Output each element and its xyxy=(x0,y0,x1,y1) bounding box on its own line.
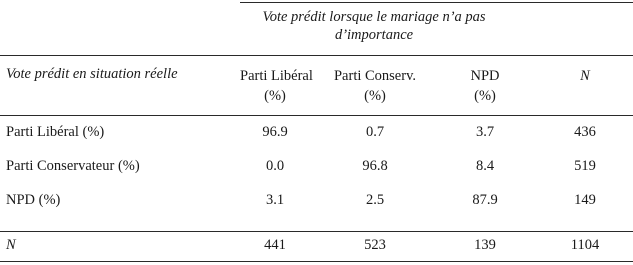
column-header-label: Parti Libéral xyxy=(240,68,313,84)
column-header-conservative xyxy=(325,66,425,106)
table-cell: 523 xyxy=(364,237,386,253)
table-cell: 441 xyxy=(264,237,286,253)
header-divider-rule xyxy=(0,55,633,56)
column-header-unit: (%) xyxy=(264,88,286,104)
column-header-liberal xyxy=(240,66,313,106)
column-header-npd xyxy=(455,66,515,106)
table-cell: 0.0 xyxy=(265,158,285,174)
table-cell: 96.9 xyxy=(262,124,288,140)
column-spanner-header xyxy=(240,8,508,44)
table-cell: 8.4 xyxy=(475,158,495,174)
bottom-rule xyxy=(0,261,633,262)
table-cell: 149 xyxy=(574,192,596,208)
column-header-n xyxy=(555,66,615,86)
table-cell: 96.8 xyxy=(362,158,388,174)
table-cell: 87.9 xyxy=(472,192,498,208)
spanner-line-1: Vote prédit lorsque le mariage n’a pas xyxy=(262,9,486,25)
column-header-unit: (%) xyxy=(474,88,496,104)
stub-header: Vote prédit en situation réelle xyxy=(6,66,178,82)
row-label-npd: NPD (%) xyxy=(6,192,61,208)
total-row-rule xyxy=(0,231,633,232)
column-header-label: Parti Conserv. xyxy=(333,68,417,84)
row-label-n: N xyxy=(6,237,16,253)
column-header-rule xyxy=(0,115,633,116)
column-header-label: NPD xyxy=(470,68,500,84)
row-label-conservative: Parti Conservateur (%) xyxy=(6,158,140,174)
table-cell: 3.1 xyxy=(265,192,285,208)
spanner-line-2: d’importance xyxy=(334,27,414,43)
table-cell: 519 xyxy=(574,158,596,174)
table-cell: 2.5 xyxy=(365,192,385,208)
table-cell: 436 xyxy=(574,124,596,140)
column-header-unit: (%) xyxy=(364,88,386,104)
table-cell: 1104 xyxy=(570,237,600,253)
row-label-liberal: Parti Libéral (%) xyxy=(6,124,105,140)
top-rule xyxy=(240,2,633,3)
table-cell: 0.7 xyxy=(365,124,385,140)
table-cell: 139 xyxy=(474,237,496,253)
column-header-label: N xyxy=(580,68,590,84)
table-cell: 3.7 xyxy=(475,124,495,140)
